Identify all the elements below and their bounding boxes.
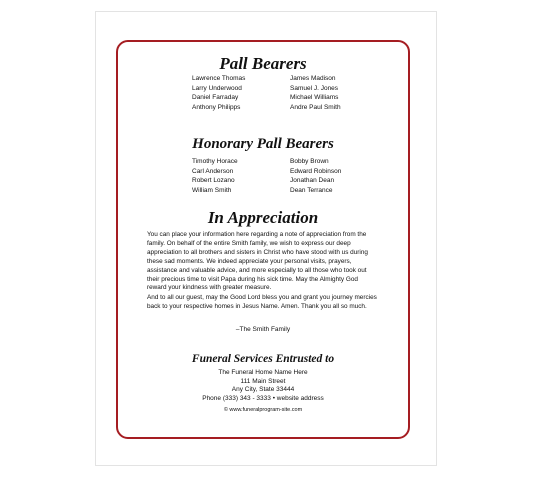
list-item: Michael Williams bbox=[290, 94, 339, 102]
funeral-home-city: Any City, State 33444 bbox=[231, 386, 295, 394]
list-item: Dean Terrance bbox=[290, 186, 333, 194]
list-item: James Madison bbox=[290, 75, 336, 82]
funeral-home-info bbox=[116, 369, 410, 404]
pall-bearers-right-list bbox=[290, 74, 341, 112]
list-item: Edward Robinson bbox=[290, 167, 342, 175]
list-item: Daniel Farraday bbox=[192, 94, 239, 102]
list-item: Andre Paul Smith bbox=[290, 103, 341, 111]
funeral-home-street: 111 Main Street bbox=[240, 377, 286, 385]
appreciation-heading: In Appreciation bbox=[207, 208, 319, 227]
list-item: Lawrence Thomas bbox=[192, 75, 246, 82]
appreciation-paragraph-2: And to all our guest, may the Good Lord bless you and grant you journey mercies back to your respective homes in Jesus Name. Amen. Thank you all so much. bbox=[147, 294, 377, 310]
list-item: Bobby Brown bbox=[290, 158, 329, 165]
pall-bearers-heading: Pall Bearers bbox=[219, 54, 307, 73]
list-item: Carl Anderson bbox=[192, 167, 234, 175]
funeral-home-contact: Phone (333) 343 - 3333 • website address bbox=[202, 395, 324, 403]
list-item: Samuel J. Jones bbox=[290, 84, 339, 92]
pall-bearers-left-list bbox=[192, 74, 245, 112]
honorary-right-list bbox=[290, 157, 341, 195]
list-item: Timothy Horace bbox=[192, 158, 238, 165]
list-item: Anthony Philipps bbox=[192, 103, 241, 111]
copyright-footer bbox=[116, 407, 410, 413]
funeral-home-name: The Funeral Home Name Here bbox=[218, 369, 308, 376]
family-signature: –The Smith Family bbox=[235, 326, 291, 333]
honorary-pall-bearers-heading: Honorary Pall Bearers bbox=[192, 136, 334, 152]
funeral-services-heading: Funeral Services Entrusted to bbox=[191, 353, 335, 365]
footer-site-text: © www.funeralprogram-site.com bbox=[223, 407, 303, 413]
list-item: William Smith bbox=[192, 186, 232, 194]
list-item: Larry Underwood bbox=[192, 84, 242, 92]
list-item: Robert Lozano bbox=[192, 177, 235, 185]
list-item: Jonathan Dean bbox=[290, 177, 335, 185]
appreciation-paragraph-1: You can place your information here regarding a note of appreciation from the family. On behalf of the entire Smith family, we wish to express our deep appreciation to all brothers and sisters in Christ who have stood with us during these sad moments. We indeed appreciate your personal visits, prayers, assistance and valuable advice, and more especially to all those who took out their precious time to visit Papa during his sick time. May the Almighty God reward your kindness with greater measure. bbox=[147, 231, 368, 292]
honorary-left-list bbox=[192, 157, 238, 195]
